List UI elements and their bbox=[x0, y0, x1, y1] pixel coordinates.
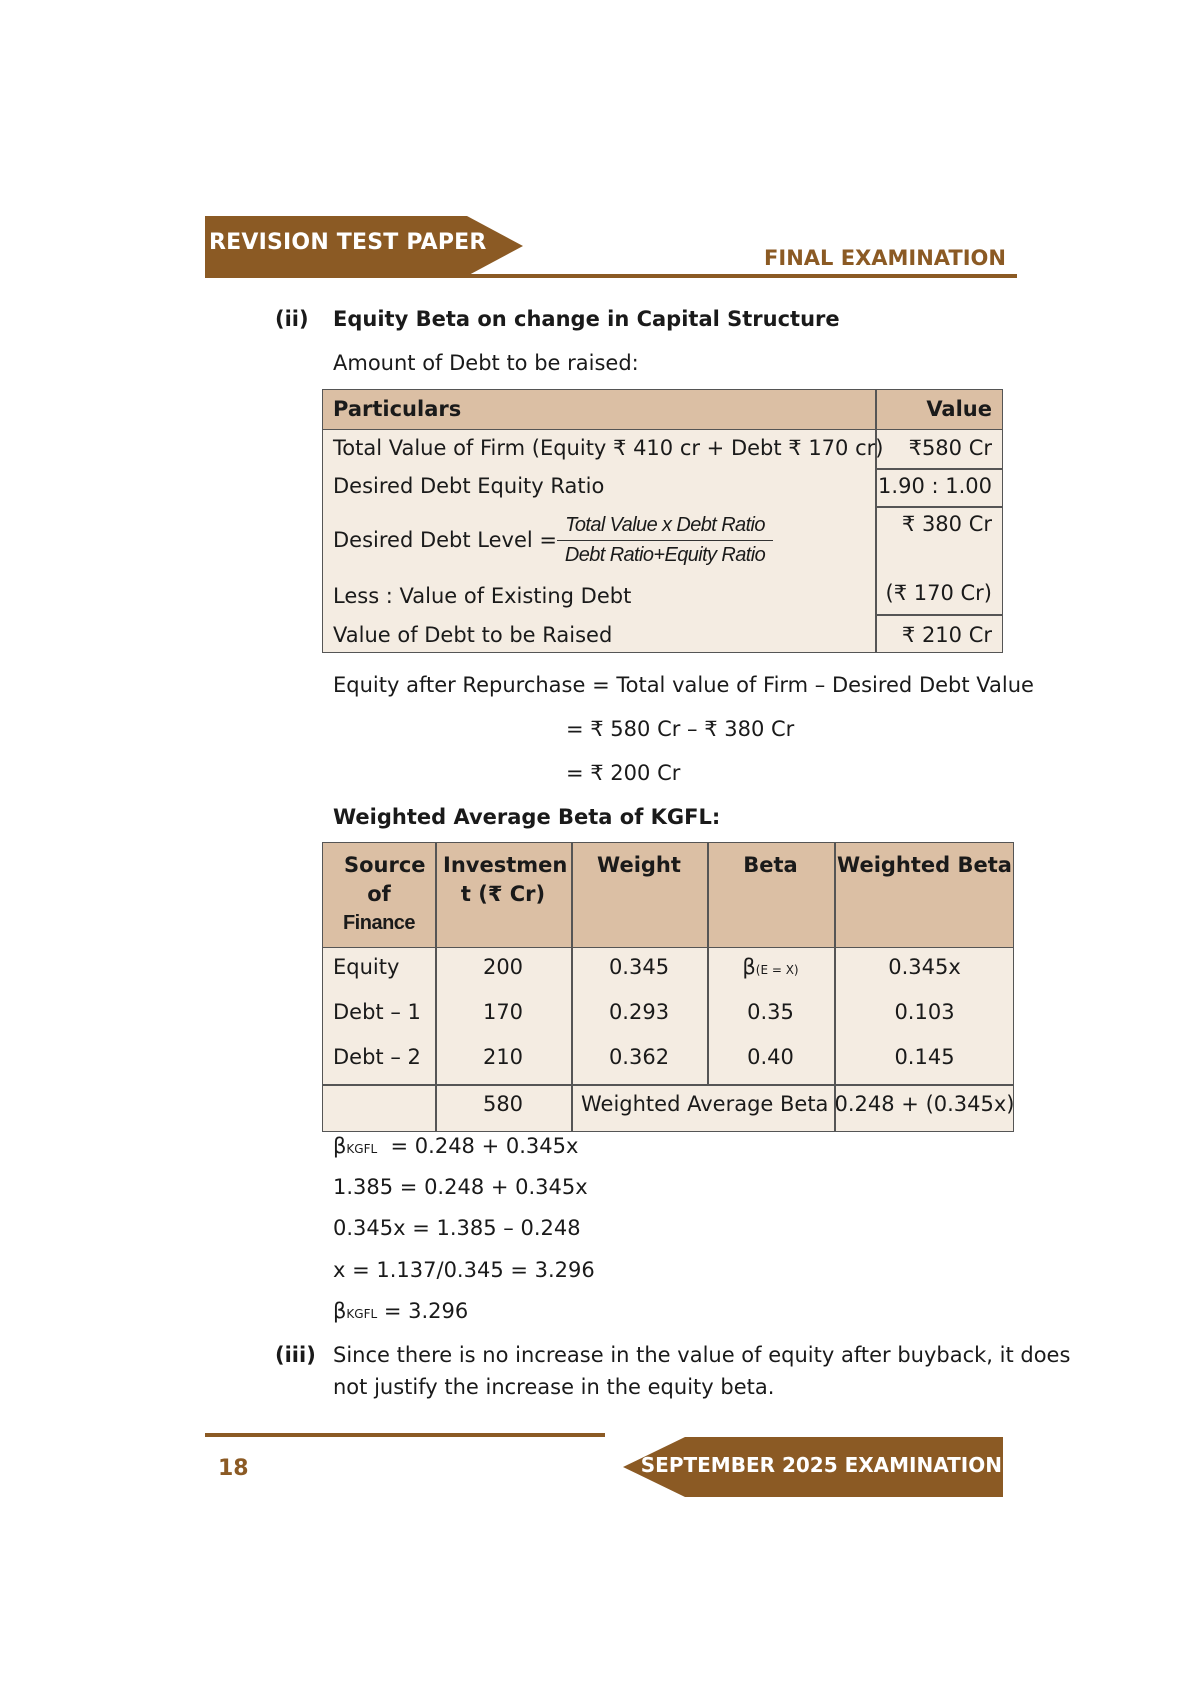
wab-title: Weighted Average Beta of KGFL: bbox=[333, 805, 721, 829]
hdr-investment: Investmen t (₹ Cr) bbox=[443, 853, 568, 906]
section-iii-line-2: not justify the increase in the equity beta. bbox=[333, 1375, 775, 1399]
col-value: Value bbox=[926, 397, 992, 421]
header-banner-text: REVISION TEST PAPER bbox=[209, 230, 487, 255]
header-rule bbox=[205, 274, 1017, 278]
col-divider bbox=[834, 843, 836, 1131]
beta-symbol: β bbox=[742, 955, 756, 979]
source-cell: Debt – 1 bbox=[333, 1000, 421, 1024]
particular-row: Value of Debt to be Raised bbox=[333, 623, 613, 647]
source-cell: Equity bbox=[333, 955, 400, 979]
value-cell: (₹ 170 Cr) bbox=[885, 581, 992, 605]
value-cell: ₹580 Cr bbox=[908, 436, 992, 460]
section-iii-label: (iii) bbox=[275, 1343, 316, 1367]
weight-cell: 0.345 bbox=[608, 955, 670, 979]
beta-symbol: β bbox=[333, 1299, 347, 1323]
particular-row: Desired Debt Equity Ratio bbox=[333, 474, 605, 498]
footer-banner bbox=[623, 1437, 1003, 1497]
header-banner bbox=[205, 216, 525, 276]
investment-cell: 200 bbox=[482, 955, 524, 979]
beta-subscript: KGFL bbox=[346, 1307, 378, 1321]
section-ii-title: Equity Beta on change in Capital Structure bbox=[333, 307, 840, 331]
equation-beta-kgfl bbox=[333, 1134, 578, 1158]
beta-cell bbox=[707, 955, 834, 979]
col-divider bbox=[571, 843, 573, 1131]
section-iii-line-1: Since there is no increase in the value of equity after buyback, it does bbox=[333, 1343, 1071, 1367]
weighted-cell: 0.145 bbox=[894, 1045, 955, 1069]
section-ii-label: (ii) bbox=[275, 307, 309, 331]
particular-row: Desired Debt Level = bbox=[333, 528, 557, 552]
hdr-source-text: Source of bbox=[344, 853, 426, 906]
hdr-weight: Weight bbox=[597, 853, 681, 877]
equity-line-3: = ₹ 200 Cr bbox=[566, 761, 681, 785]
beta-cell: 0.35 bbox=[747, 1000, 794, 1024]
equation-line: 0.345x = 1.385 – 0.248 bbox=[333, 1216, 581, 1240]
hdr-beta: Beta bbox=[743, 853, 798, 877]
weight-cell: 0.293 bbox=[608, 1000, 670, 1024]
total-row-separator bbox=[323, 1084, 1013, 1086]
equation-beta-result bbox=[333, 1299, 468, 1323]
total-label: Weighted Average Beta bbox=[581, 1092, 829, 1116]
debt-table-divider bbox=[875, 390, 877, 652]
debt-level-fraction bbox=[557, 514, 773, 567]
beta-symbol: β bbox=[333, 1134, 347, 1158]
hdr-weighted-beta: Weighted Beta bbox=[837, 853, 1012, 877]
equation-rest: = 3.296 bbox=[377, 1299, 469, 1323]
debt-table bbox=[322, 389, 1003, 653]
hdr-source-text-2: Finance bbox=[342, 912, 416, 934]
page-number: 18 bbox=[218, 1456, 249, 1481]
value-row-line bbox=[875, 614, 1003, 616]
particular-row: Total Value of Firm (Equity ₹ 410 cr + Debt ₹ 170 cr) bbox=[333, 436, 884, 460]
particular-row: Less : Value of Existing Debt bbox=[333, 584, 632, 608]
wab-table bbox=[322, 842, 1014, 1132]
header-exam-title: FINAL EXAMINATION bbox=[764, 246, 1006, 270]
col-particulars: Particulars bbox=[333, 397, 462, 421]
weighted-cell: 0.345x bbox=[888, 955, 961, 979]
beta-subscript: (E = X) bbox=[755, 963, 799, 977]
equity-line-1: Equity after Repurchase = Total value of Firm – Desired Debt Value bbox=[333, 673, 1034, 697]
total-investment: 580 bbox=[482, 1092, 524, 1116]
debt-intro: Amount of Debt to be raised: bbox=[333, 351, 639, 375]
total-value: 0.248 + (0.345x) bbox=[834, 1092, 1015, 1116]
weight-cell: 0.362 bbox=[608, 1045, 670, 1069]
investment-cell: 210 bbox=[482, 1045, 524, 1069]
equation-line: 1.385 = 0.248 + 0.345x bbox=[333, 1175, 588, 1199]
value-cell: ₹ 210 Cr bbox=[901, 623, 992, 647]
equation-rest: = 0.248 + 0.345x bbox=[377, 1134, 579, 1158]
footer-rule bbox=[205, 1433, 605, 1437]
value-row-line bbox=[875, 506, 1003, 508]
beta-cell: 0.40 bbox=[747, 1045, 794, 1069]
source-cell: Debt – 2 bbox=[333, 1045, 421, 1069]
value-cell: ₹ 380 Cr bbox=[901, 512, 992, 536]
hdr-source bbox=[323, 851, 435, 938]
value-cell: 1.90 : 1.00 bbox=[878, 474, 992, 498]
equation-line: x = 1.137/0.345 = 3.296 bbox=[333, 1258, 595, 1282]
investment-cell: 170 bbox=[482, 1000, 524, 1024]
value-row-line bbox=[875, 468, 1003, 470]
equity-line-2: = ₹ 580 Cr – ₹ 380 Cr bbox=[566, 717, 795, 741]
fraction-numerator: Total Value x Debt Ratio bbox=[557, 514, 773, 541]
footer-banner-text: SEPTEMBER 2025 EXAMINATION bbox=[640, 1453, 1002, 1477]
beta-subscript: KGFL bbox=[346, 1142, 378, 1156]
weighted-cell: 0.103 bbox=[894, 1000, 955, 1024]
fraction-denominator: Debt Ratio+Equity Ratio bbox=[564, 544, 766, 566]
